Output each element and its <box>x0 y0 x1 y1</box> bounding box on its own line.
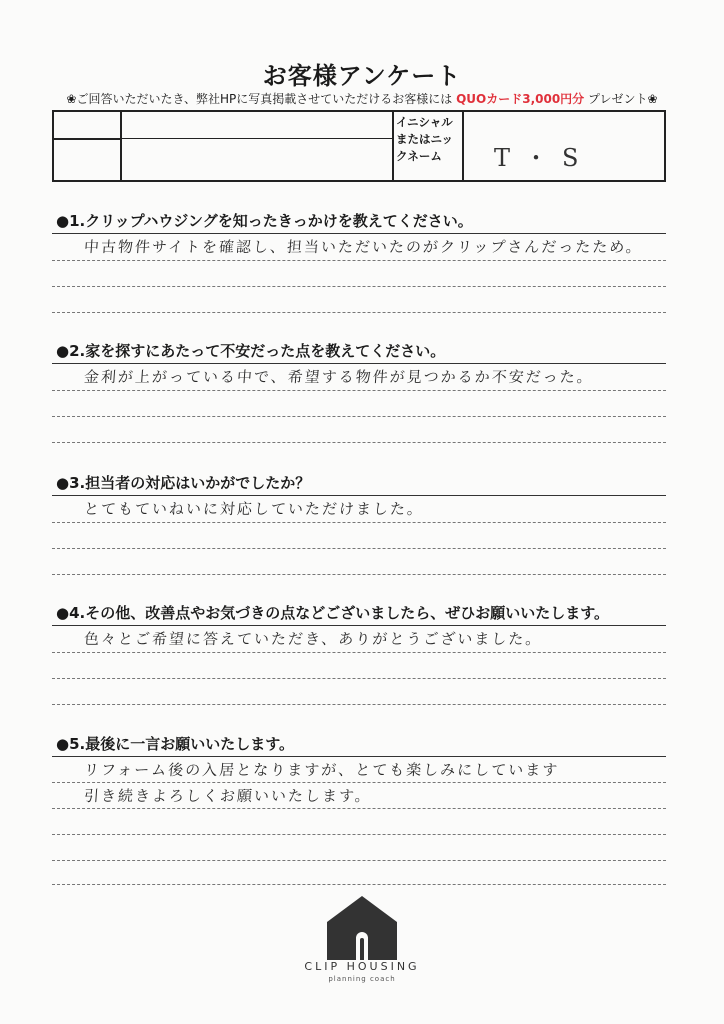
ruled-line <box>52 704 666 705</box>
question-number: ●1. <box>56 212 86 230</box>
present-highlight: QUOカード3,000円分 <box>456 92 585 106</box>
answer-text: とてもていねいに対応していただけました。 <box>83 500 425 518</box>
house-icon <box>325 892 399 964</box>
present-suffix: プレゼント❀ <box>588 92 658 106</box>
ruled-line <box>52 625 666 626</box>
ruled-line <box>52 756 666 757</box>
answer-text: 引き続きよろしくお願いいたします。 <box>83 787 373 805</box>
question-2 <box>56 340 445 361</box>
ruled-line <box>52 678 666 679</box>
ruled-line <box>52 416 666 417</box>
question-number: ●5. <box>56 735 86 753</box>
ruled-line <box>52 233 666 234</box>
ruled-line <box>52 808 666 809</box>
ruled-line <box>52 442 666 443</box>
logo-name: CLIP HOUSING <box>304 960 420 973</box>
info-value: T・S <box>494 144 593 172</box>
ruled-line <box>52 574 666 575</box>
ruled-line <box>52 860 666 861</box>
answer-text: 金利が上がっている中で、希望する物件が見つかるか不安だった。 <box>83 368 595 386</box>
present-prefix: ❀ご回答いただいたき、弊社HPに写真掲載させていただけるお客様には <box>66 92 453 106</box>
ruled-line <box>52 495 666 496</box>
answer-text: 色々とご希望に答えていただき、ありがとうございました。 <box>83 630 544 648</box>
question-text: 担当者の対応はいかがでしたか？ <box>85 474 311 492</box>
ruled-line <box>52 522 666 523</box>
info-table-divider <box>392 112 394 180</box>
question-text: クリップハウジングを知ったきっかけを教えてください。 <box>85 212 473 230</box>
question-number: ●4. <box>56 604 86 622</box>
info-table-divider <box>120 112 122 180</box>
question-4 <box>56 602 609 623</box>
ruled-line <box>52 884 666 885</box>
ruled-line <box>52 548 666 549</box>
answer-text: リフォーム後の入居となりますが、とても楽しみにしています <box>83 761 560 779</box>
question-3 <box>56 472 310 493</box>
question-1 <box>56 210 473 231</box>
info-table-divider <box>120 138 392 139</box>
ruled-line <box>52 312 666 313</box>
info-label: イニシャルまたはニックネーム <box>396 115 454 163</box>
question-number: ●3. <box>56 474 86 492</box>
logo-tagline: planning coach <box>328 975 396 983</box>
question-number: ●2. <box>56 342 86 360</box>
ruled-line <box>52 286 666 287</box>
page-title: お客様アンケート <box>262 62 462 90</box>
question-text: その他、改善点やお気づきの点などございましたら、ぜひお願いいたします。 <box>85 604 610 622</box>
ruled-line <box>52 390 666 391</box>
ruled-line <box>52 652 666 653</box>
ruled-line <box>52 834 666 835</box>
info-table <box>52 110 666 182</box>
question-text: 家を探すにあたって不安だった点を教えてください。 <box>85 342 446 360</box>
ruled-line <box>52 782 666 783</box>
ruled-line <box>52 260 666 261</box>
answer-text: 中古物件サイトを確認し、担当いただいたのがクリップさんだったため。 <box>83 238 644 256</box>
present-note <box>0 90 724 107</box>
question-5 <box>56 733 294 754</box>
ruled-line <box>52 363 666 364</box>
question-text: 最後に一言お願いいたします。 <box>85 735 295 753</box>
info-table-divider <box>54 138 120 140</box>
